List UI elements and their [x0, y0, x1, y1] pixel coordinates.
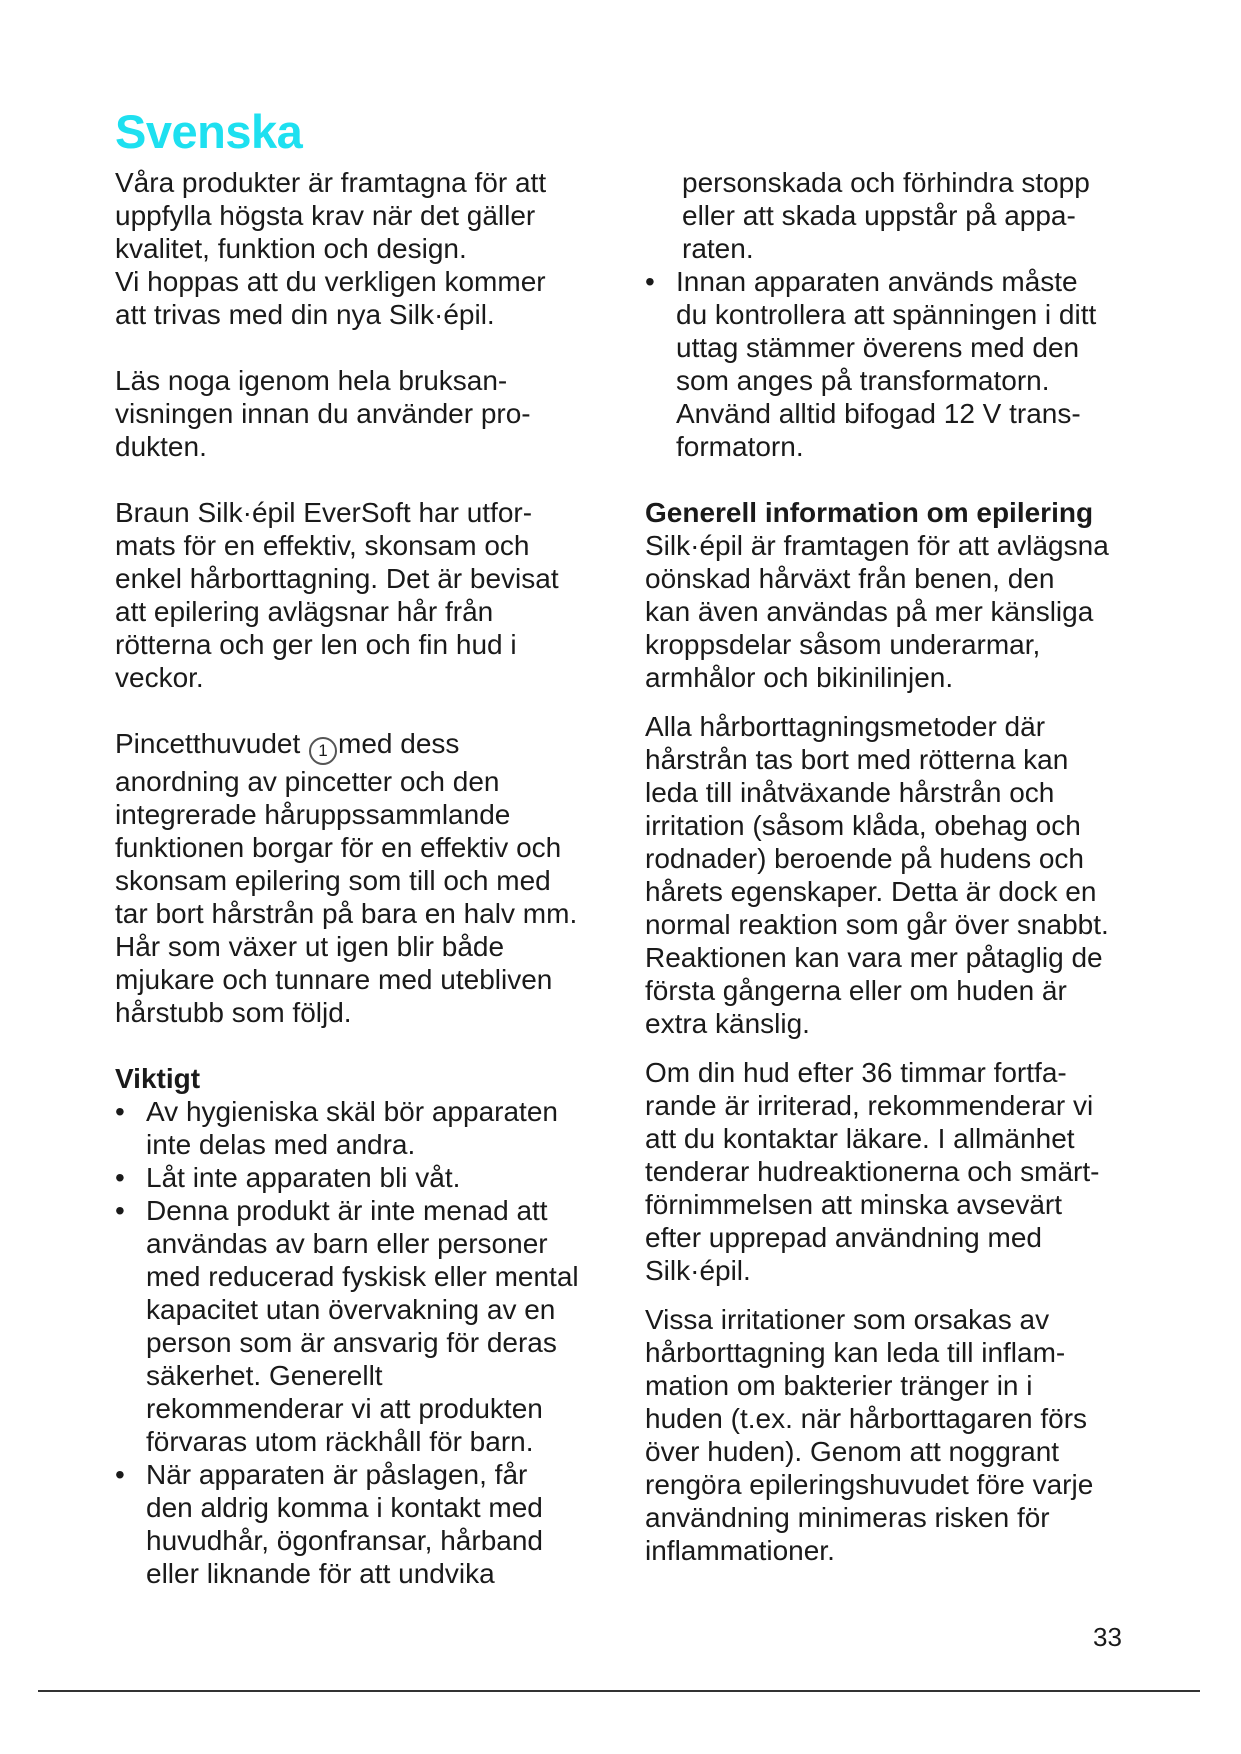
callout-number-1-icon: 1 [309, 737, 337, 765]
list-item: • När apparaten är påslagen, får den aldrig komma i kontakt med huvudhår, ögonfransar, hårband eller liknande för att undvika [115, 1458, 605, 1590]
important-list [115, 1095, 605, 1590]
page-number: 33 [1093, 1622, 1122, 1652]
bullet-continuation: personskada och förhindra stopp eller att skada uppstår på appa- raten. [682, 167, 1090, 264]
intro-paragraph-2: Läs noga igenom hela bruksan- visningen innan du använder pro- dukten. [115, 365, 531, 462]
general-heading: Generell information om epilering [645, 497, 1094, 528]
page-title: Svenska [115, 105, 303, 158]
intro-paragraph-1: Våra produkter är framtagna för att uppfylla högsta krav när det gäller kvalitet, funktion och design. Vi hoppas att du verkligen kommer att trivas med din nya Silk·épil. [115, 167, 547, 330]
list-item: • Denna produkt är inte menad att användas av barn eller personer med reducerad fyskisk eller mental kapacitet utan övervakning av en person som är ansvarig för deras säkerhet. Generellt rekommenderar vi att produkten förvaras utom räckhåll för barn. [115, 1194, 605, 1458]
list-item: • Av hygieniska skäl bör apparaten inte delas med andra. [115, 1095, 605, 1161]
list-item: • Låt inte apparaten bli våt. [115, 1161, 605, 1194]
important-heading: Viktigt [115, 1063, 201, 1094]
pincett-paragraph [115, 727, 605, 1029]
right-column [645, 166, 1145, 1567]
footer-rule [38, 1690, 1200, 1692]
general-paragraph-3: Om din hud efter 36 timmar fortfa- rande är irriterad, rekommenderar vi att du kontaktar läkare. I allmänhet tenderar hudreaktionerna och smärt- förnimmelsen att minska avsevärt efter upprepad användning med Silk·épil. [645, 1057, 1100, 1286]
left-column [115, 166, 605, 1590]
voltage-list [645, 265, 1145, 463]
pincett-text-rest: med dess anordning av pincetter och den integrerade håruppssammlande funktionen borgar för en effektiv och skonsam epilering som till och med tar bort hårstrån på bara en halv mm. Hår som växer ut igen blir både mjukare och tunnare med utebliven hårstubb som följd. [115, 728, 578, 1028]
pincett-text-start: Pincetthuvudet [115, 728, 309, 759]
general-paragraph-4: Vissa irritationer som orsakas av hårborttagning kan leda till inflam- mation om bakterier tränger in i huden (t.ex. när hårborttagaren förs över huden). Genom att noggrant rengöra epileringshuvudet före varje användning minimeras risken för inflammationer. [645, 1304, 1094, 1566]
intro-paragraph-3: Braun Silk·épil EverSoft har utfor- mats för en effektiv, skonsam och enkel hårborttagning. Det är bevisat att epilering avlägsnar hår från rötterna och ger len och fin hud i veckor. [115, 497, 559, 693]
general-paragraph-2: Alla hårborttagningsmetoder där hårstrån tas bort med rötterna kan leda till inåtväxande hårstrån och irritation (såsom klåda, obehag och rodnader) beroende på hudens och hårets egenskaper. Detta är dock en normal reaktion som går över snabbt. Reaktionen kan vara mer påtaglig de första gångerna eller om huden är extra känslig. [645, 711, 1109, 1039]
list-item: • Innan apparaten används måste du kontrollera att spänningen i ditt uttag stämmer överens med den som anges på transformatorn. Använd alltid bifogad 12 V trans- formatorn. [645, 265, 1145, 463]
general-paragraph-1: Silk·épil är framtagen för att avlägsna oönskad hårväxt från benen, den kan även användas på mer känsliga kroppsdelar såsom underarmar, armhålor och bikinilinjen. [645, 530, 1109, 693]
